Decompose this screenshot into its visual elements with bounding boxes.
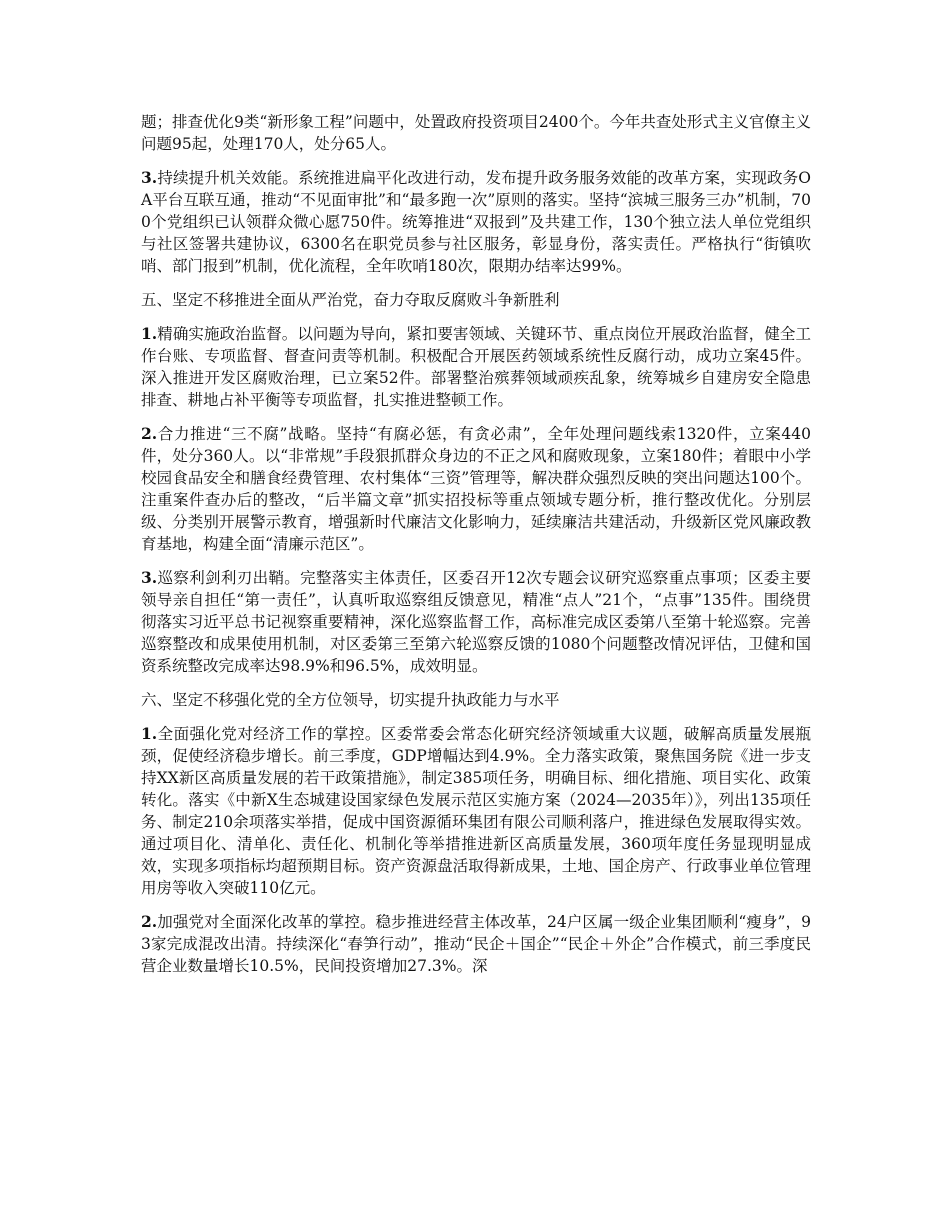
item-number: 3. (141, 168, 158, 187)
paragraph-text: 加强党对全面深化改革的掌控。稳步推进经营主体改革，24户区属一级企业集团顺利“瘦身”，93家完成混改出清。持续深化“春笋行动”，推动“民企＋国企”“民企＋外企”合作模式，前三季度民营企业数量增长10.5%，民间投资增加27.3%。深 (141, 913, 811, 975)
paragraph-continuation (141, 111, 811, 155)
item-number: 2. (141, 912, 158, 931)
paragraph-text: 精确实施政治监督。以问题为导向，紧扣要害领域、关键环节、重点岗位开展政治监督，健全工作台账、专项监督、督查问责等机制。积极配合开展医药领域系统性反腐行动，成功立案45件。深入推进开发区腐败治理，已立案52件。部署整治殡葬领域顽疾乱象，统筹城乡自建房安全隐患排查、耕地占补平衡等专项监督，扎实推进整顿工作。 (141, 325, 811, 409)
paragraph-item-1-economy (141, 723, 811, 899)
item-number: 1. (141, 724, 158, 743)
paragraph-item-3-inspection (141, 567, 811, 677)
item-number: 2. (141, 424, 158, 443)
paragraph-item-2-reform (141, 911, 811, 977)
paragraph-item-3-efficiency (141, 167, 811, 277)
paragraph-text: 合力推进“三不腐”战略。坚持“有腐必惩，有贪必肃”，全年处理问题线索1320件，立案440件，处分360人。以“非常规”手段狠抓群众身边的不正之风和腐败现象，立案180件；着眼中小学校园食品安全和膳食经费管理、农村集体“三资”管理等，解决群众强烈反映的突出问题达100个。注重案件查办后的整改，“后半篇文章”抓实招投标等重点领域专题分析，推行整改优化。分别层级、分类别开展警示教育，增强新时代廉洁文化影响力，延续廉洁共建活动，升级新区党风廉政教育基地，构建全面“清廉示范区”。 (141, 425, 811, 553)
paragraph-item-2-three-no-corruption (141, 423, 811, 555)
section-heading-five: 五、坚定不移推进全面从严治党，奋力夺取反腐败斗争新胜利 (141, 291, 560, 309)
paragraph-item-1-supervision (141, 323, 811, 411)
paragraph-text: 巡察利剑利刃出鞘。完整落实主体责任，区委召开12次专题会议研究巡察重点事项；区委主要领导亲自担任“第一责任”，认真听取巡察组反馈意见，精准“点人”21个，“点事”135件。围绕贯彻落实习近平总书记视察重要精神，深化巡察监督工作，高标准完成区委第八至第十轮巡察。完善巡察整改和成果使用机制，对区委第三至第六轮巡察反馈的1080个问题整改情况评估，卫健和国资系统整改完成率达98.9%和96.5%，成效明显。 (141, 569, 811, 675)
item-number: 1. (141, 324, 158, 343)
section-heading-six: 六、坚定不移强化党的全方位领导，切实提升执政能力与水平 (141, 691, 560, 709)
paragraph-text: 全面强化党对经济工作的掌控。区委常委会常态化研究经济领域重大议题，破解高质量发展瓶颈，促使经济稳步增长。前三季度，GDP增幅达到4.9%。全力落实政策，聚焦国务院《进一步支持XX新区高质量发展的若干政策措施》，制定385项任务，明确目标、细化措施、项目实化、政策转化。落实《中新X生态城建设国家绿色发展示范区实施方案（2024—2035年）》，列出135项任务、制定210余项落实举措，促成中国资源循环集团有限公司顺利落户，推进绿色发展取得实效。通过项目化、清单化、责任化、机制化等举措推进新区高质量发展，360项年度任务显现明显成效，实现多项指标均超预期目标。资产资源盘活取得新成果，土地、国企房产、行政事业单位管理用房等收入突破110亿元。 (141, 725, 811, 897)
paragraph-text: 题；排查优化9类“新形象工程”问题中，处置政府投资项目2400个。今年共查处形式主义官僚主义问题95起，处理170人，处分65人。 (141, 113, 811, 153)
paragraph-text: 持续提升机关效能。系统推进扁平化改进行动，发布提升政务服务效能的改革方案，实现政务OA平台互联互通，推动“不见面审批”和“最多跑一次”原则的落实。坚持“滨城三服务三办”机制，700个党组织已认领群众微心愿750件。统筹推进“双报到”及共建工作，130个独立法人单位党组织与社区签署共建协议，6300名在职党员参与社区服务，彰显身份，落实责任。严格执行“街镇吹哨、部门报到”机制，优化流程，全年吹哨180次，限期办结率达99%。 (141, 169, 811, 275)
document-page (141, 111, 811, 989)
item-number: 3. (141, 568, 158, 587)
